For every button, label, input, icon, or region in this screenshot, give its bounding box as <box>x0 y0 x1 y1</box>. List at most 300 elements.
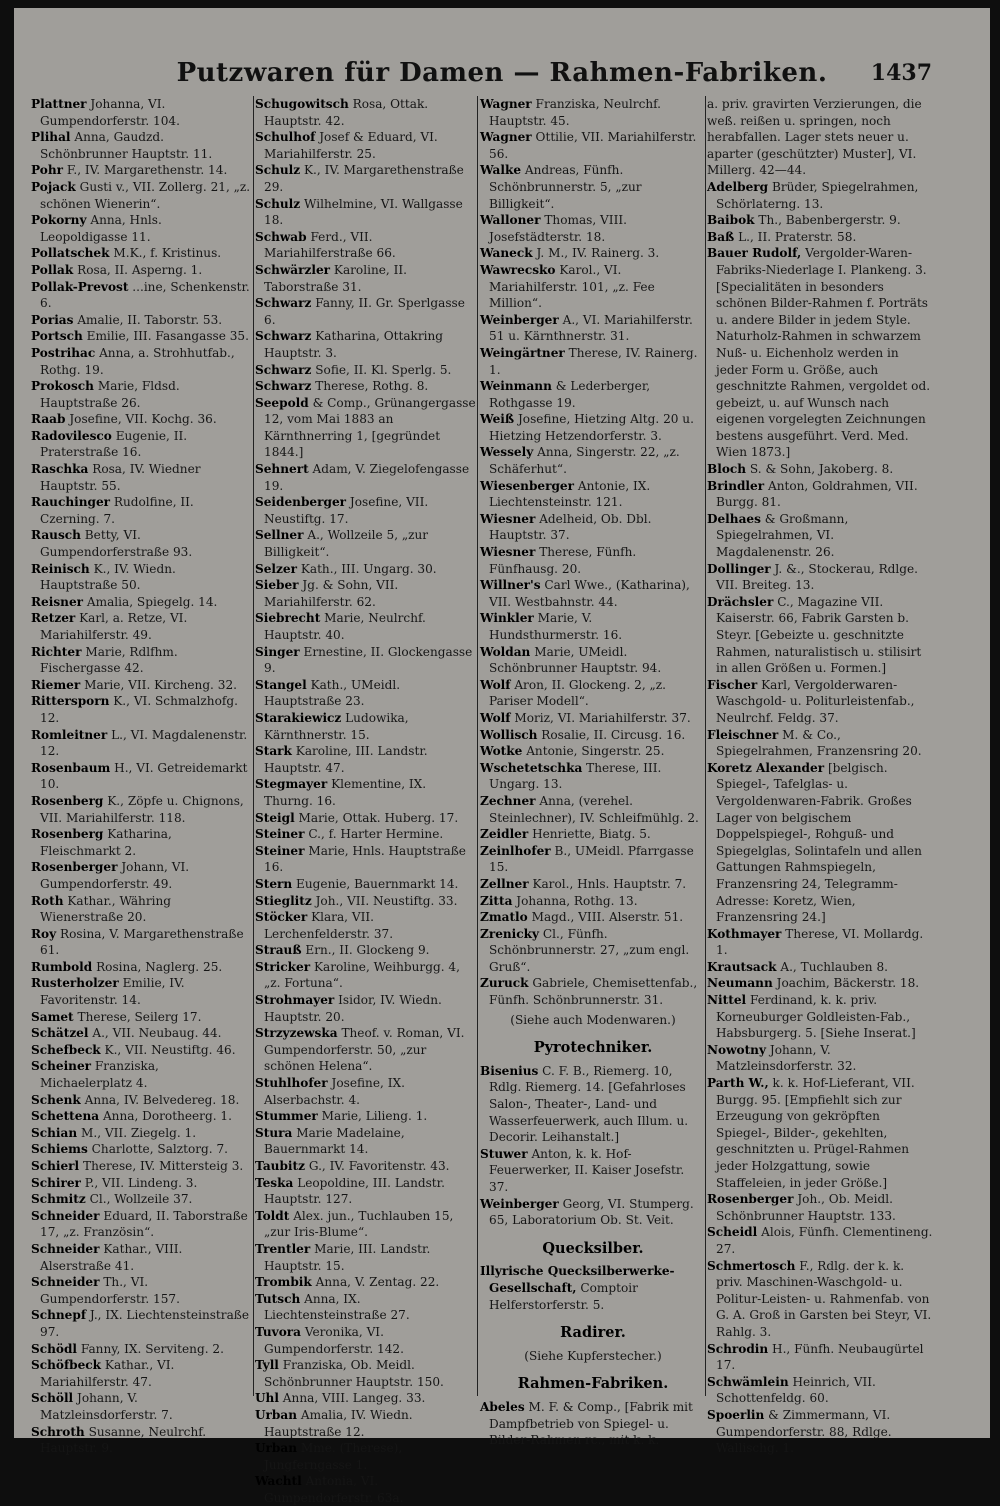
entry-name: Nittel <box>707 993 747 1008</box>
directory-entry <box>255 992 477 1025</box>
directory-entry <box>255 810 477 827</box>
directory-entry <box>31 1042 253 1059</box>
directory-entry <box>480 96 706 129</box>
entry-name: Baibok <box>707 213 755 228</box>
entry-name: Walke <box>480 163 522 178</box>
entry-name: Roy <box>31 926 57 941</box>
entry-details: Marie, Rdlfhm. Fischergasse 42. <box>40 644 178 676</box>
directory-entry <box>255 1208 477 1241</box>
entry-details: Karl, Vergolderwaren-Waschgold- u. Politurleistenfab., Neulrchf. Feldg. 37. <box>716 677 915 725</box>
entry-details: Rosa, II. Asperng. 1. <box>77 262 203 277</box>
directory-entry <box>31 1390 253 1423</box>
entry-name: Zeidler <box>480 827 529 842</box>
entry-details: Franziska, Michaelerplatz 4. <box>40 1059 159 1091</box>
entry-details: Ern., II. Glockeng 9. <box>305 943 430 958</box>
entry-name: Wschetetschka <box>480 760 583 775</box>
directory-entry <box>31 926 253 959</box>
entry-details: Betty, VI. Gumpendorferstraße 93. <box>40 528 193 560</box>
entry-details: Marie, VII. Kircheng. 32. <box>84 677 237 692</box>
directory-entry <box>255 909 477 942</box>
entry-name: Strauß <box>255 943 302 958</box>
column-rule <box>253 96 254 1396</box>
directory-entry <box>31 677 253 694</box>
directory-entry <box>480 727 706 744</box>
entry-details: L., VI. Magdalenenstr. 12. <box>40 727 248 759</box>
entry-details: Rosa, IV. Wiedner Hauptstr. 55. <box>40 462 201 493</box>
directory-entry <box>480 843 706 876</box>
entry-name: Romleitner <box>31 727 108 742</box>
entry-name: Parth W., <box>707 1076 769 1091</box>
entry-name: Kothmayer <box>707 926 782 941</box>
directory-entry <box>480 677 706 710</box>
entry-details: Veronika, VI. Gumpendorferstr. 142. <box>264 1324 404 1356</box>
directory-entry <box>255 644 477 677</box>
entry-name: Wotke <box>480 744 523 759</box>
directory-entry <box>31 610 253 643</box>
entry-details: M. F. & Comp., [Fabrik mit Dampfbetrieb von Spiegel- u. Bilder-Rahmen rc., mit k. k. <box>489 1399 693 1448</box>
entry-name: Krautsack <box>707 959 777 974</box>
directory-entry <box>31 1125 253 1142</box>
directory-entry <box>31 1092 253 1109</box>
directory-entry <box>707 1075 933 1191</box>
entry-name: Trombik <box>255 1275 312 1290</box>
entry-details: Charlotte, Salztorg. 7. <box>91 1142 229 1157</box>
directory-entry <box>255 196 477 229</box>
entry-details: Joachim, Bäckerstr. 18. <box>776 976 920 991</box>
entry-name: Steiner <box>255 827 305 842</box>
directory-entry <box>255 1357 477 1390</box>
entry-name: Rausch <box>31 528 81 543</box>
entry-details: Joh., VII. Neustiftg. 33. <box>315 893 458 908</box>
directory-entry <box>255 129 477 162</box>
entry-details: Georg, VI. Stumperg. 65, Laboratorium Ob. St. Veit. <box>489 1196 694 1228</box>
entry-name: Zuruck <box>480 976 529 991</box>
entry-details: Sofie, II. Kl. Sperlg. 5. <box>315 362 452 377</box>
directory-entry <box>255 1241 477 1274</box>
entry-details: Fanny, IX. Serviteng. 2. <box>80 1341 224 1356</box>
entry-name: Schöfbeck <box>31 1358 102 1373</box>
directory-entry <box>707 511 933 561</box>
entry-details: Anna, (verehel. Steinlechner), IV. Schleifmühlg. 2. <box>489 793 699 825</box>
entry-name: Spoerlin <box>707 1407 765 1422</box>
entry-details: M.K., f. Kristinus. <box>113 246 222 261</box>
entry-details: Vergolder-Waren-Fabriks-Niederlage I. Plankeng. 3. [Specialitäten in besonders schönen Bilder-Rahmen f. Porträts u. andere Bilder in jedem Style. Naturholz-Rahmen in schwarzem Nuß- u. Eichenholz werden in jeder Form u. Größe, auch geschnitzte Rahmen, vergoldet od. gebeizt, u. auf Wunsch nach eigenen vorgelegten Zeichnungen bestens ausgeführt. Verd. Med. Wien 1873.] <box>716 246 931 460</box>
entry-details: Emilie, III. Fasangasse 35. <box>86 329 249 344</box>
entry-name: Taubitz <box>255 1159 305 1173</box>
entry-name: Zrenicky <box>480 926 540 941</box>
directory-entry <box>480 444 706 477</box>
directory-entry <box>31 1009 253 1026</box>
entry-name: Schnepf <box>31 1308 87 1323</box>
directory-entry <box>255 229 477 262</box>
directory-entry <box>255 1324 477 1357</box>
directory-entry <box>707 677 933 727</box>
entry-name: Wessely <box>480 445 534 460</box>
directory-entry <box>31 212 253 245</box>
directory-entry <box>480 644 706 677</box>
entry-name: Rumbold <box>31 959 93 974</box>
entry-details: Marie, III. Landstr. Hauptstr. 15. <box>264 1241 431 1273</box>
entry-details: Comptoir Helferstorferstr. 5. <box>489 1280 638 1312</box>
entry-details: Karoline, III. Landstr. Hauptstr. 47. <box>264 744 428 775</box>
directory-entry <box>707 959 933 976</box>
entry-details: Marie Madelaine, Bauernmarkt 14. <box>264 1125 405 1157</box>
entry-details: Therese, III. Ungarg. 13. <box>489 760 662 792</box>
directory-entry <box>480 577 706 610</box>
entry-details: K., VII. Neustiftg. 46. <box>104 1042 236 1057</box>
entry-name: Schwarz <box>255 296 312 311</box>
entry-name: Sellner <box>255 528 304 543</box>
section-heading-quecksilber: Quecksilber. <box>542 1239 644 1257</box>
entry-details: Josefine, VII. Neustiftg. 17. <box>264 495 429 526</box>
entry-details: Anna, Singerstr. 22, „z. Schäferhut“. <box>489 445 680 477</box>
entry-name: Schneider <box>31 1208 100 1223</box>
entry-name: Pokorny <box>31 213 87 228</box>
entry-details: Anna, a. Strohhutfab., Rothg. 19. <box>40 345 235 377</box>
directory-entry <box>31 1357 253 1390</box>
entry-details: Marie, UMeidl. Schönbrunner Hauptstr. 94. <box>489 644 662 676</box>
directory-entry <box>255 843 477 876</box>
directory-entry <box>255 328 477 361</box>
entry-details: Therese, VI. Mollardg. 1. <box>716 926 924 958</box>
entry-details: Alex. jun., Tuchlauben 15, „zur Iris-Blume“. <box>264 1208 454 1240</box>
directory-entry <box>480 1196 706 1229</box>
entry-details: J. &., Stockerau, Rdlge. VII. Breiteg. 13. <box>716 561 919 593</box>
entry-details: H., Fünfh. Neubaugürtel 17. <box>716 1341 924 1373</box>
entry-details: Anna, Hnls. Leopoldigasse 11. <box>40 213 162 244</box>
entry-name: Pollatschek <box>31 246 110 261</box>
directory-entry <box>31 727 253 760</box>
directory-entry <box>480 345 706 378</box>
entry-details: Karol., Hnls. Hauptstr. 7. <box>532 876 687 891</box>
directory-entry <box>707 461 933 478</box>
entry-name: Willner's <box>480 578 541 593</box>
entry-details: Karl, a. Retze, VI. Mariahilferstr. 49. <box>40 611 188 642</box>
entry-details: Marie, Fldsd. Hauptstraße 26. <box>40 379 180 410</box>
directory-entry <box>480 129 706 162</box>
entry-details: Adelheid, Ob. Dbl. Hauptstr. 37. <box>489 511 652 543</box>
directory-entry <box>31 644 253 677</box>
directory-entry <box>255 527 477 560</box>
directory-entry <box>31 893 253 926</box>
entry-name: Zitta <box>480 893 513 908</box>
directory-entry <box>707 594 933 677</box>
entry-details: Rosina, V. Margarethenstraße 61. <box>40 926 244 958</box>
entry-name: Pohr <box>31 163 63 178</box>
entry-name: Zmatlo <box>480 910 528 925</box>
entry-name: Stangel <box>255 677 307 692</box>
entry-name: Trentler <box>255 1241 311 1256</box>
entry-name: Weiß <box>480 412 515 427</box>
directory-entry <box>31 411 253 428</box>
entry-details: J., IX. Liechtensteinstraße 97. <box>40 1308 250 1339</box>
entry-name: Schulhof <box>255 130 316 145</box>
directory-entry <box>480 212 706 245</box>
page-header <box>14 58 990 98</box>
directory-entry <box>31 1025 253 1042</box>
entry-name: Prokosch <box>31 379 94 394</box>
entry-details: Anna, VIII. Langeg. 33. <box>282 1391 426 1406</box>
directory-entry <box>255 1440 477 1473</box>
directory-entry <box>480 909 706 926</box>
entry-details: Katharina, Fleischmarkt 2. <box>40 827 172 858</box>
entry-details: Johann, VI. Gumpendorferstr. 49. <box>40 860 190 891</box>
entry-name: Scheidl <box>707 1225 758 1240</box>
entry-details: Th., VI. Gumpendorferstr. 157. <box>40 1275 180 1306</box>
entry-details: Kath., UMeidl. Hauptstraße 23. <box>264 677 401 709</box>
entry-details: Klementine, IX. Thurng. 16. <box>264 777 427 808</box>
entry-name: Pollak <box>31 262 74 277</box>
directory-entry <box>480 511 706 544</box>
entry-name: Schulz <box>255 196 301 211</box>
directory-entry <box>707 760 933 926</box>
entry-name: Weinmann <box>480 379 552 394</box>
directory-entry <box>255 776 477 809</box>
page-title: Putzwaren für Damen — Rahmen-Fabriken. <box>176 58 828 88</box>
entry-name: Zellner <box>480 876 529 891</box>
entry-details: Therese, IV. Rainerg. 1. <box>489 345 698 377</box>
directory-entry <box>255 826 477 843</box>
directory-entry <box>31 1274 253 1307</box>
entry-name: Rosenberger <box>31 860 118 875</box>
entry-name: Wiesenberger <box>480 478 574 493</box>
entry-name: Raschka <box>31 462 89 477</box>
entry-name: Rosenberger <box>707 1192 794 1207</box>
entry-details: Wilhelmine, VI. Wallgasse 18. <box>264 196 463 228</box>
entry-details: & Comp., Grünangergasse 12, vom Mai 1883 an Kärnthnerring 1, [gegründet 1844.] <box>264 395 476 460</box>
directory-entry <box>480 760 706 793</box>
entry-name: Rosenbaum <box>31 760 111 775</box>
entry-name: Starakiewicz <box>255 710 342 725</box>
entry-name: Stegmayer <box>255 777 328 792</box>
section-heading-radirer: Radirer. <box>560 1324 626 1342</box>
directory-entry <box>707 561 933 594</box>
cross-reference-note: (Siehe Kupferstecher.) <box>524 1348 662 1363</box>
entry-name: Schrodin <box>707 1341 769 1356</box>
directory-entry <box>31 959 253 976</box>
entry-details: Adam, V. Ziegelofengasse 19. <box>264 462 470 493</box>
directory-entry <box>707 1191 933 1224</box>
entry-name: Raab <box>31 412 66 427</box>
entry-name: Toldt <box>255 1208 290 1223</box>
directory-entry <box>255 743 477 776</box>
entry-details: Gusti v., VII. Zollerg. 21, „z. schönen Wienerin“. <box>40 179 251 211</box>
directory-entry <box>480 478 706 511</box>
entry-details: Thomas, VIII. Josefstädterstr. 18. <box>489 213 627 244</box>
entry-name: Postrihac <box>31 345 96 360</box>
directory-entry <box>707 229 933 246</box>
entry-details: Marie, Lilieng. 1. <box>321 1109 428 1124</box>
column-4 <box>707 96 933 1456</box>
entry-name: Schettena <box>31 1109 100 1124</box>
column-3 <box>480 96 706 1448</box>
entry-name: Adelberg <box>707 179 769 194</box>
entry-name: Wiesner <box>480 545 536 560</box>
entry-name: Seepold <box>255 395 309 410</box>
entry-name: Seidenberger <box>255 495 347 510</box>
directory-entry <box>31 494 253 527</box>
entry-name: Reinisch <box>31 561 90 576</box>
entry-name: Tuvora <box>255 1324 301 1339</box>
directory-entry <box>255 1125 477 1158</box>
entry-name: Delhaes <box>707 511 761 526</box>
entry-details: C., f. Harter Hermine. <box>308 827 444 842</box>
directory-entry <box>31 1208 253 1241</box>
entry-name: Samet <box>31 1009 74 1024</box>
entry-name: Plattner <box>31 97 87 111</box>
directory-entry <box>707 1258 933 1341</box>
directory-entry <box>480 1263 706 1313</box>
entry-details: Marie, Hnls. Hauptstraße 16. <box>264 843 466 875</box>
directory-entry <box>707 212 933 229</box>
entry-details: Therese, Fünfh. Fünfhausg. 20. <box>489 545 637 576</box>
directory-entry <box>255 893 477 910</box>
entry-name: Reisner <box>31 594 84 609</box>
entry-name: Stieglitz <box>255 893 312 908</box>
directory-entry <box>31 1307 253 1340</box>
entry-details: Eugenie, Bauernmarkt 14. <box>296 876 459 891</box>
entry-name: Radovilesco <box>31 428 112 443</box>
entry-details: Marie, Ottak. Huberg. 17. <box>298 810 459 825</box>
directory-entry <box>31 693 253 726</box>
directory-entry <box>255 162 477 195</box>
entry-details: Karol., VI. Mariahilferstr. 101, „z. Fee Million“. <box>489 262 655 311</box>
entry-name: Wollisch <box>480 727 538 742</box>
directory-entry <box>255 610 477 643</box>
entry-name: Walloner <box>480 213 541 228</box>
entry-details: Klara, VII. Lerchenfelderstr. 37. <box>264 910 394 941</box>
entry-name: Roth <box>31 893 64 908</box>
directory-entry <box>31 279 253 312</box>
entry-name: Fleischner <box>707 727 779 742</box>
entry-name: Rauchinger <box>31 495 111 510</box>
directory-entry <box>31 96 253 129</box>
entry-details: Ottilie, VII. Mariahilferstr. 56. <box>489 130 697 161</box>
entry-name: Weinberger <box>480 1196 559 1211</box>
entry-details: Josefine, VII. Kochg. 36. <box>69 412 217 427</box>
directory-entry <box>255 1291 477 1324</box>
entry-details: Therese, Seilerg 17. <box>77 1009 202 1024</box>
entry-name: Schroth <box>31 1424 85 1439</box>
directory-entry <box>255 677 477 710</box>
entry-details: Kath., III. Ungarg. 30. <box>300 561 437 576</box>
entry-list-rahmen-fabriken-cont <box>707 179 933 1457</box>
entry-name: Schirer <box>31 1175 81 1190</box>
directory-entry <box>255 561 477 578</box>
directory-entry <box>31 262 253 279</box>
entry-details: M. & Co., Spiegelrahmen, Franzensring 20. <box>716 727 922 759</box>
directory-entry <box>255 1075 477 1108</box>
entry-name: Tyll <box>255 1358 279 1373</box>
directory-page <box>14 8 990 1505</box>
directory-entry <box>31 1058 253 1091</box>
entry-details: A., Wollzeile 5, „zur Billigkeit“. <box>264 528 429 560</box>
entry-name: Pollak-Prevost <box>31 279 129 294</box>
entry-name: Zeinlhofer <box>480 843 551 858</box>
directory-entry <box>31 345 253 378</box>
entry-details: Fanny, II. Gr. Sperlgasse 6. <box>264 296 465 327</box>
entry-details: Anna, Gaudzd. Schönbrunner Hauptstr. 11. <box>40 130 213 161</box>
entry-name: Koretz Alexander <box>707 760 825 775</box>
entry-name: Schmitz <box>31 1192 86 1207</box>
directory-entry <box>31 1175 253 1192</box>
entry-details: Isidor, IV. Wiedn. Hauptstr. 20. <box>264 993 442 1024</box>
directory-entry <box>255 1158 477 1175</box>
entry-name: Strohmayer <box>255 993 335 1008</box>
entry-details: Therese, Rothg. 8. <box>315 379 429 394</box>
entry-name: Stura <box>255 1125 293 1140</box>
entry-details: Therese, IV. Mittersteig 3. <box>83 1159 244 1173</box>
entry-name: Baß <box>707 229 735 244</box>
entry-details: Karoline, Weihburgg. 4, „z. Fortuna“. <box>264 959 460 991</box>
entry-name: Urban <box>255 1441 298 1456</box>
entry-details: Katharina, Ottakring Hauptstr. 3. <box>264 329 444 360</box>
entry-details: Brüder, Spiegelrahmen, Schörlaterng. 13. <box>716 179 919 211</box>
column-2 <box>255 96 477 1505</box>
entry-name: Weinberger <box>480 312 559 327</box>
entry-details: & Zimmermann, VI. Gumpendorferstr. 88, Rdlge. Wallischg. 1. <box>716 1407 892 1456</box>
directory-entry <box>31 328 253 345</box>
directory-entry <box>31 793 253 826</box>
entry-details: Rosa, Ottak. Hauptstr. 42. <box>264 97 429 128</box>
directory-entry <box>707 992 933 1042</box>
directory-entry <box>31 760 253 793</box>
entry-name: Schneider <box>31 1241 100 1256</box>
entry-details: Jg. & Sohn, VII. Mariahilferstr. 62. <box>264 578 399 609</box>
directory-entry <box>707 727 933 760</box>
directory-entry <box>31 179 253 212</box>
directory-entry <box>480 162 706 212</box>
entry-name: Drächsler <box>707 594 774 609</box>
entry-details: Johann, V. Matzleinsdorferstr. 7. <box>40 1391 173 1422</box>
entry-details: Rosina, Naglerg. 25. <box>96 959 223 974</box>
entry-name: Schwab <box>255 229 307 244</box>
entry-name: Scheiner <box>31 1059 92 1074</box>
column-1 <box>31 96 253 1456</box>
section-heading-rahmen-fabriken: Rahmen-Fabriken. <box>517 1375 669 1393</box>
entry-details: & Großmann, Spiegelrahmen, VI. Magdalenenstr. 26. <box>716 511 849 560</box>
directory-entry <box>707 1341 933 1374</box>
entry-details: Antonie, IX. Liechtensteinstr. 121. <box>489 478 651 510</box>
entry-details: A., VII. Neubaug. 44. <box>92 1026 222 1041</box>
directory-entry <box>255 1390 477 1407</box>
directory-entry <box>707 1407 933 1457</box>
entry-details: J. M., IV. Rainerg. 3. <box>536 246 660 261</box>
entry-name: Wagner <box>480 130 532 145</box>
entry-name: Wawrecsko <box>480 262 556 277</box>
entry-name: Schierl <box>31 1159 80 1173</box>
entry-details: Anna, IX. Liechtensteinstraße 27. <box>264 1291 410 1323</box>
directory-entry <box>255 262 477 295</box>
entry-name: Schwarz <box>255 379 312 394</box>
directory-entry <box>707 975 933 992</box>
directory-entry <box>480 544 706 577</box>
entry-details: Rosalie, II. Circusg. 16. <box>541 727 686 742</box>
directory-entry <box>31 1241 253 1274</box>
entry-name: Woldan <box>480 644 531 659</box>
entry-name: Strzyzewska <box>255 1026 338 1041</box>
directory-entry <box>480 826 706 843</box>
entry-name: Wachtl <box>255 1474 302 1489</box>
directory-entry <box>31 859 253 892</box>
entry-name: Steiner <box>255 843 305 858</box>
entry-details: M., VII. Ziegelg. 1. <box>80 1125 197 1140</box>
directory-entry <box>480 975 706 1008</box>
entry-list-rahmen-fabriken <box>480 1399 706 1449</box>
entry-name: Steigl <box>255 810 295 825</box>
directory-entry <box>255 96 477 129</box>
entry-details: Josefine, IX. Alserbachstr. 4. <box>264 1076 405 1107</box>
